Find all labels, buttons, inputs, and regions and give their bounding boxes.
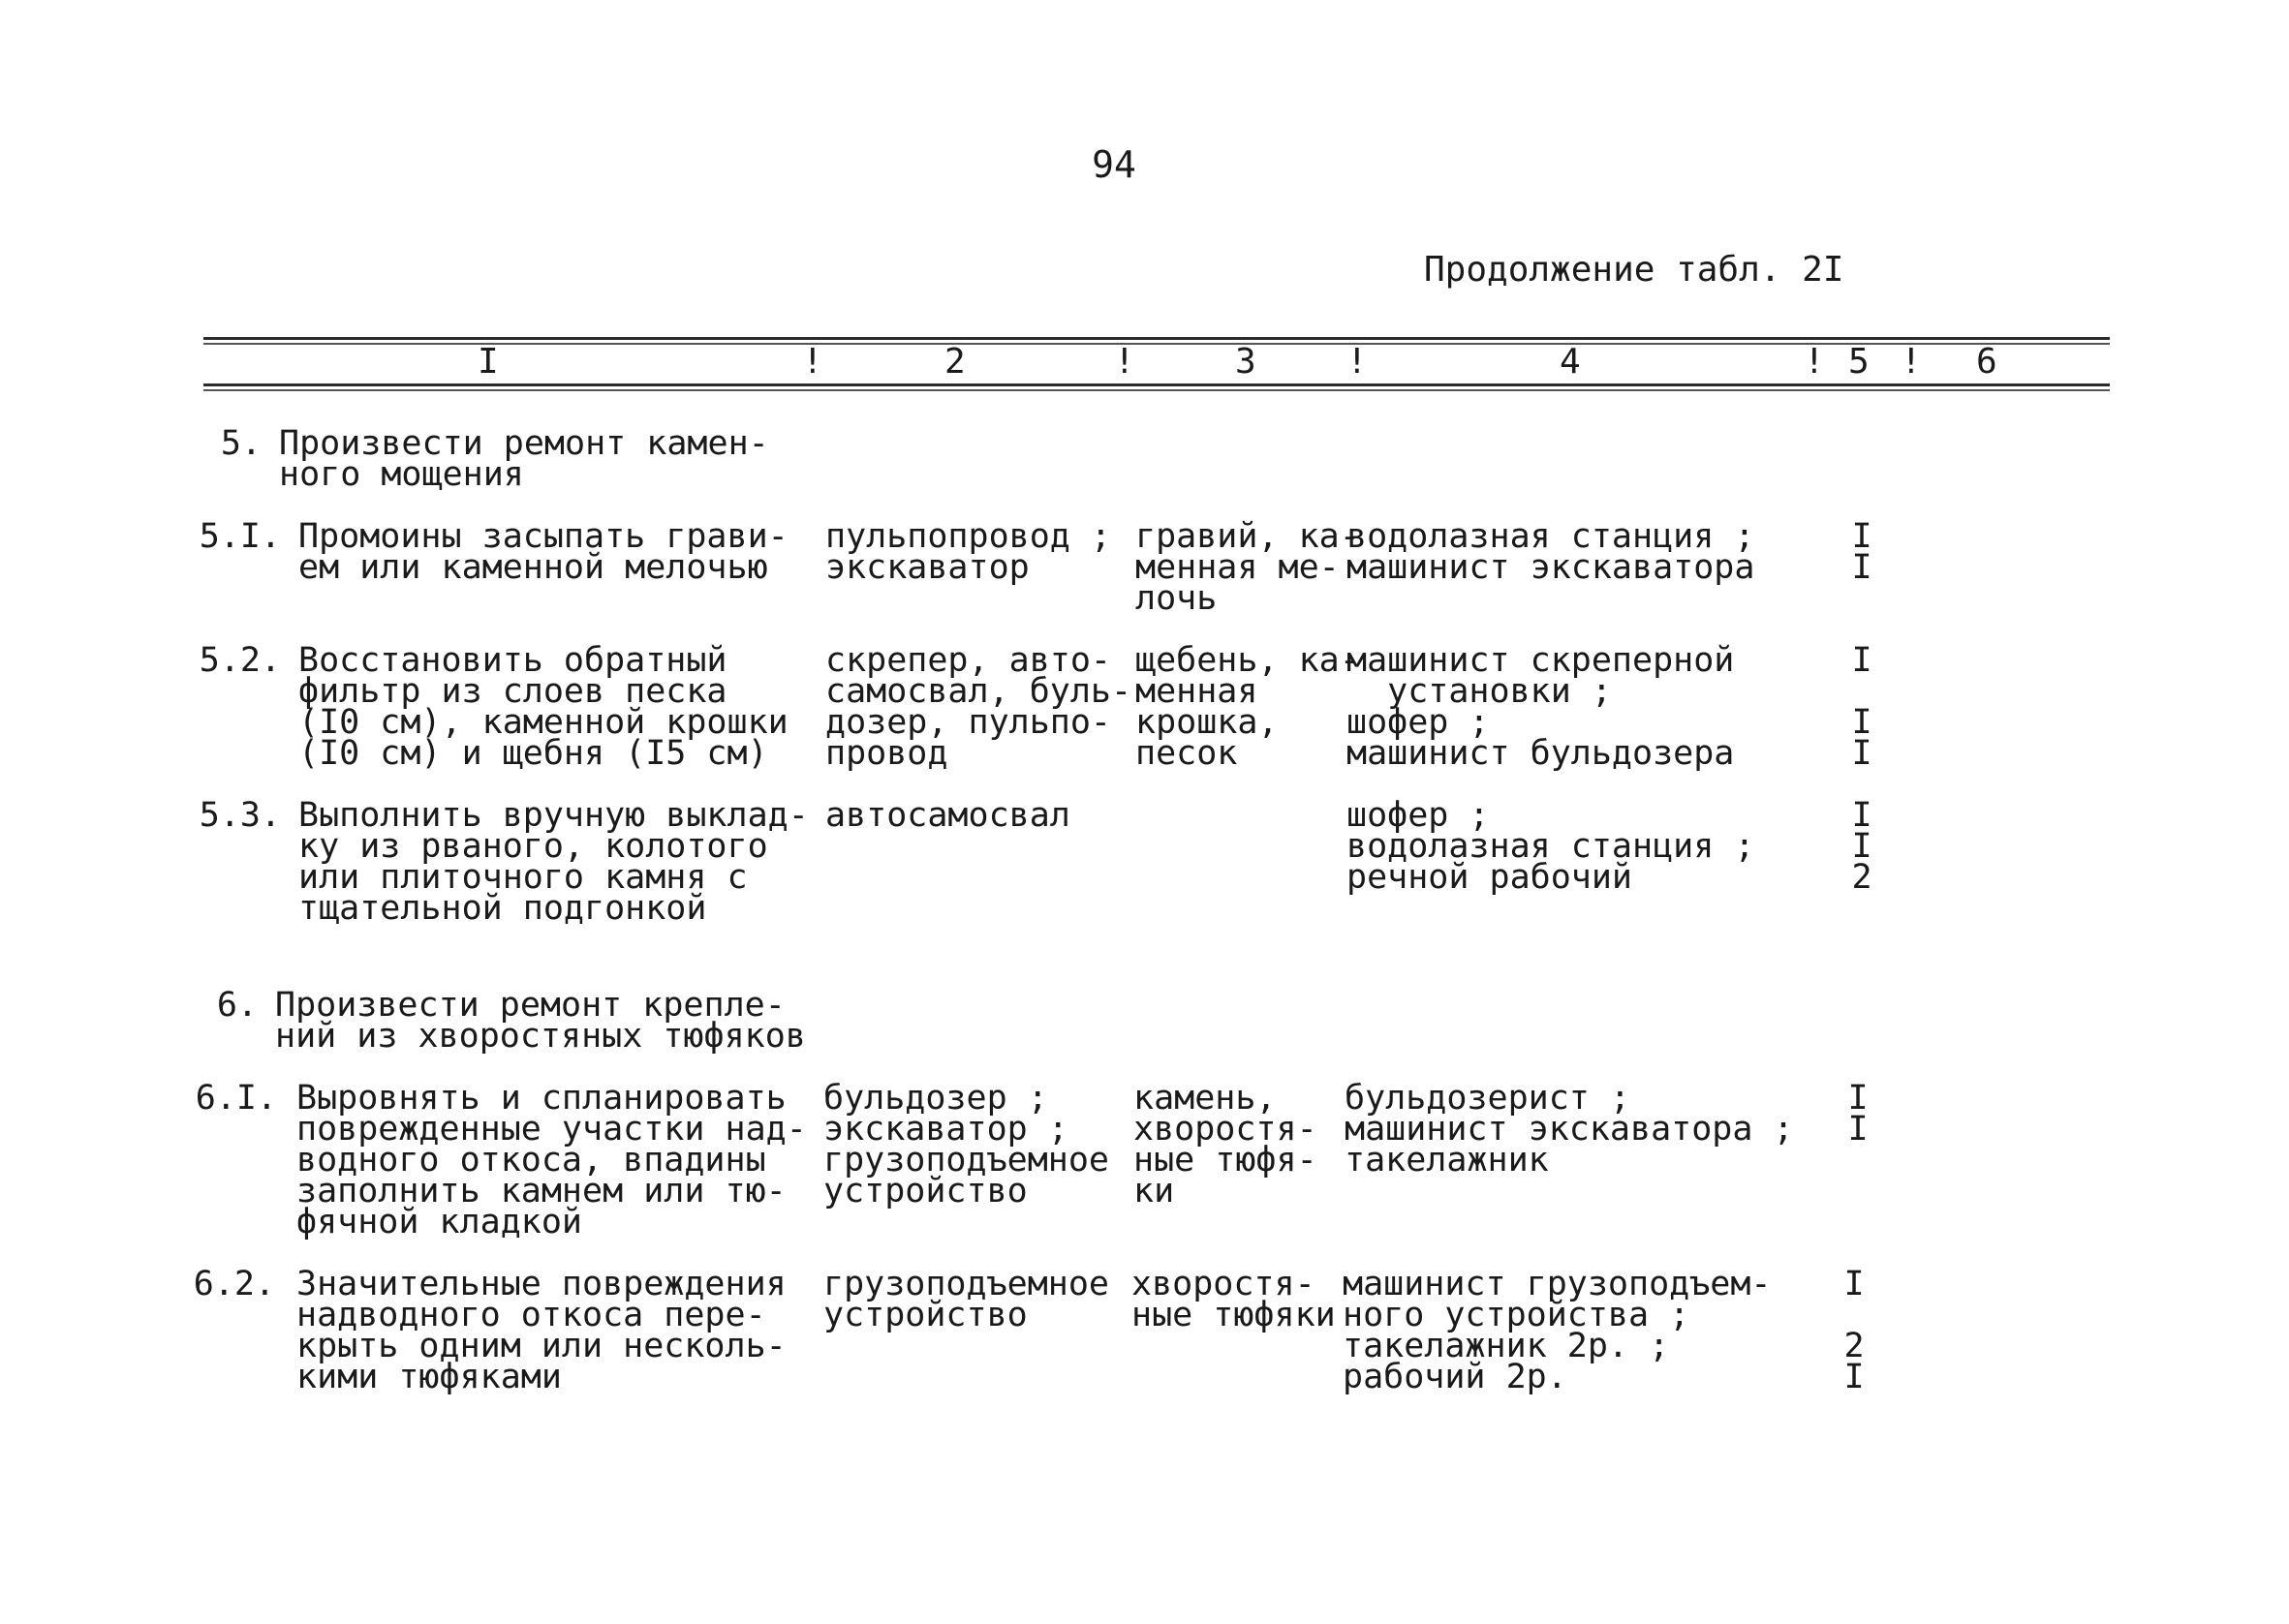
- row-operation: Восстановить обратный фильтр из слоев песка (I0 см), каменной крошки (I0 см) и щебня (I5 см): [298, 641, 789, 773]
- row-operation: Выровнять и спланировать поврежденные участки над- водного откоса, впадины заполнить камнем или тю- фячной кладкой: [296, 1079, 807, 1241]
- row-workers: водолазная станция ; машинист экскаватора: [1346, 517, 1755, 587]
- section-title: Произвести ремонт крепле- ний из хворостяных тюфяков: [275, 986, 806, 1056]
- header-separator: !: [1346, 342, 1368, 382]
- header-separator: !: [1804, 342, 1825, 382]
- row-operation: Выполнить вручную выклад- ку из рваного, колотого или плиточного камня с тщательной подгонкой: [298, 796, 809, 928]
- row-machines: скрепер, авто- самосвал, буль- дозер, пульпо- провод: [825, 641, 1132, 773]
- row-number: 5.I.: [199, 517, 281, 556]
- header-separator: !: [1901, 342, 1922, 382]
- row-workers: шофер ; водолазная станция ; речной рабочий: [1346, 796, 1755, 897]
- header-separator: !: [1114, 342, 1135, 382]
- section-number: 6.: [216, 986, 258, 1025]
- row-count: I I: [1851, 517, 1872, 587]
- row-materials: хворостя- ные тюфяки: [1131, 1265, 1336, 1334]
- row-count: I I: [1847, 1079, 1869, 1149]
- row-count: I I I: [1851, 641, 1872, 773]
- header-col-4: 4: [1560, 342, 1581, 382]
- row-workers: машинист грузоподъем- ного устройства ; такелажник 2р. ; рабочий 2р.: [1343, 1265, 1772, 1396]
- row-number: 5.2.: [199, 641, 281, 680]
- table-continuation-caption: Продолжение табл. 2I: [1424, 250, 1844, 290]
- row-materials: гравий, ка- менная ме- лочь: [1135, 517, 1360, 618]
- row-materials: щебень, ка- менная крошка, песок: [1135, 641, 1360, 773]
- section-title: Произвести ремонт камен- ного мощения: [279, 424, 769, 494]
- row-operation: Значительные повреждения надводного откоса пере- крыть одним или несколь- кими тюфяками: [296, 1265, 787, 1396]
- table-top-rule: [203, 337, 2110, 340]
- table-header-rule: [203, 383, 2110, 386]
- row-number: 6.I.: [195, 1079, 277, 1118]
- row-machines: грузоподъемное устройство: [823, 1265, 1110, 1334]
- header-col-5: 5: [1848, 342, 1870, 382]
- section-number: 5.: [220, 424, 262, 463]
- row-workers: бульдозерист ; машинист экскаватора ; такелажник: [1345, 1079, 1794, 1180]
- row-number: 5.3.: [199, 796, 281, 835]
- row-machines: автосамосвал: [825, 796, 1070, 835]
- row-workers: машинист скреперной установки ; шофер ; машинист бульдозера: [1346, 641, 1735, 773]
- row-number: 6.2.: [193, 1265, 275, 1303]
- row-operation: Промоины засыпать грави- ем или каменной мелочью: [298, 517, 789, 587]
- header-separator: !: [802, 342, 823, 382]
- row-count: I I 2: [1851, 796, 1872, 897]
- row-machines: бульдозер ; экскаватор ; грузоподъемное устройство: [823, 1079, 1110, 1210]
- row-materials: камень, хворостя- ные тюфя- ки: [1133, 1079, 1317, 1210]
- row-machines: пульпопровод ; экскаватор: [825, 517, 1112, 587]
- row-count: I 2 I: [1843, 1265, 1865, 1396]
- table-header-rule-inner: [203, 389, 2110, 391]
- header-col-6: 6: [1976, 342, 1997, 382]
- page-number: 94: [1092, 143, 1136, 186]
- header-col-2: 2: [944, 342, 966, 382]
- header-col-1: I: [478, 342, 499, 382]
- header-col-3: 3: [1235, 342, 1256, 382]
